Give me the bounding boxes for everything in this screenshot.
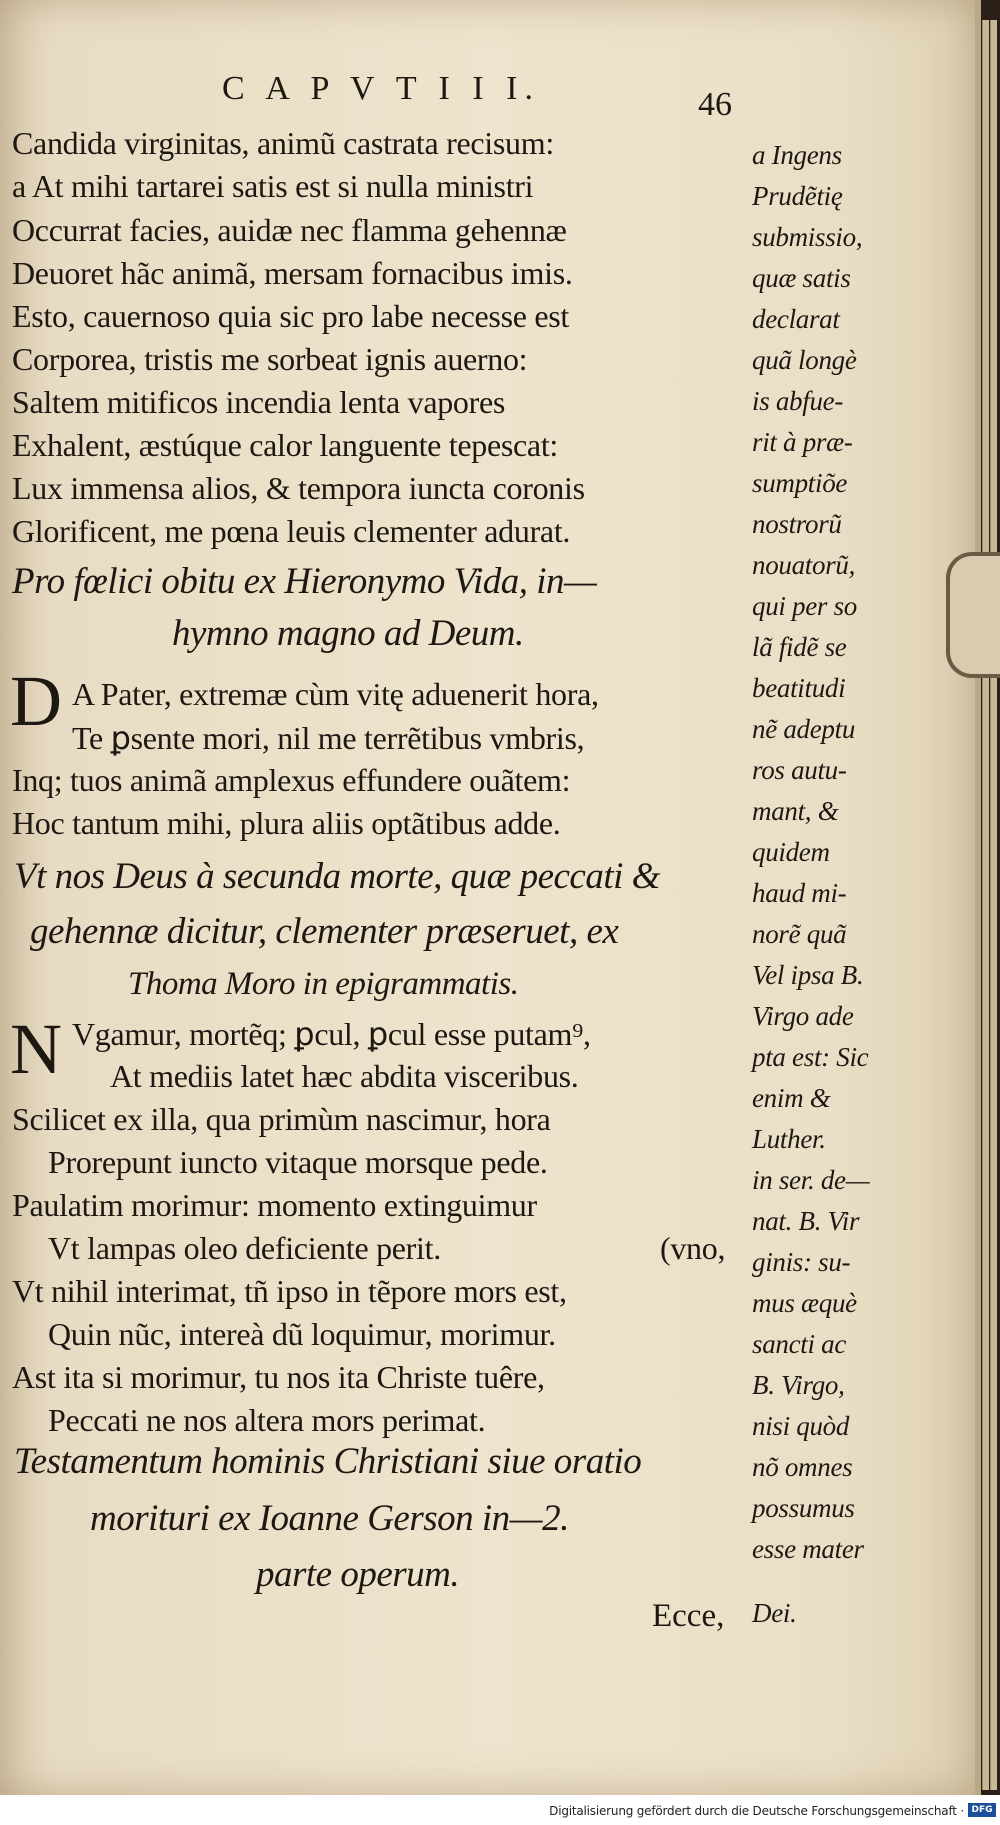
margin-note: Prudẽtię xyxy=(752,181,843,211)
margin-note: B. Virgo, xyxy=(752,1370,845,1400)
text-line: A Pater, extremæ cùm vitę aduenerit hora, xyxy=(72,676,599,712)
margin-note: a Ingens xyxy=(752,140,842,170)
text-line: (vno, xyxy=(660,1230,726,1266)
margin-note: nouatorũ, xyxy=(752,550,856,580)
margin-note: declarat xyxy=(752,304,840,334)
margin-note: in ser. de— xyxy=(752,1165,870,1195)
margin-note: qui per so xyxy=(752,591,858,621)
text-line: Occurrat facies, auidæ nec flamma gehennæ xyxy=(12,212,567,248)
text-line: Corporea, tristis me sorbeat ignis auerno: xyxy=(12,341,528,377)
text-line: Peccati ne nos altera mors perimat. xyxy=(48,1402,486,1438)
margin-note: rit à præ- xyxy=(752,427,853,457)
margin-note: nisi quòd xyxy=(752,1411,850,1441)
margin-note: Virgo ade xyxy=(752,1001,854,1031)
text-line: Hoc tantum mihi, plura aliis optãtibus adde. xyxy=(12,805,561,841)
margin-note: quã longè xyxy=(752,345,857,375)
text-line: Candida virginitas, animũ castrata recisum: xyxy=(12,125,554,161)
page-edge xyxy=(982,20,989,1790)
text-line: Scilicet ex illa, qua primùm nascimur, hora xyxy=(12,1101,551,1137)
margin-note: Vel ipsa B. xyxy=(752,960,864,990)
clasp-tab xyxy=(946,552,1000,678)
text-line: Inq; tuos animã amplexus effundere ouãtem: xyxy=(12,762,571,798)
section-heading: gehennæ dicitur, clementer præseruet, ex xyxy=(30,911,619,952)
margin-note: enim & xyxy=(752,1083,831,1113)
text-line: Esto, cauernoso quia sic pro labe necesse est xyxy=(12,298,569,334)
margin-note: submissio, xyxy=(752,222,863,252)
section-heading: Testamentum hominis Christiani siue oratio xyxy=(14,1441,642,1482)
section-heading: hymno magno ad Deum. xyxy=(172,613,524,654)
text-line: Vt lampas oleo deficiente perit. xyxy=(48,1230,441,1266)
drop-cap: N xyxy=(10,1009,62,1089)
section-heading: Vt nos Deus à secunda morte, quæ peccati & xyxy=(14,856,660,897)
section-heading: Thoma Moro in epigrammatis. xyxy=(128,966,519,1002)
section-heading: morituri ex Ioanne Gerson in—2. xyxy=(90,1498,569,1539)
margin-note: pta est: Sic xyxy=(752,1042,869,1072)
margin-note: quæ satis xyxy=(752,263,851,293)
margin-note: nat. B. Vir xyxy=(752,1206,860,1236)
drop-cap: D xyxy=(10,661,62,741)
margin-note: beatitudi xyxy=(752,673,846,703)
margin-note: nostrorũ xyxy=(752,509,842,539)
text-line: Ast ita si morimur, tu nos ita Christe tuêre, xyxy=(12,1359,545,1395)
margin-note: sancti ac xyxy=(752,1329,847,1359)
text-line: At mediis latet hæc abdita visceribus. xyxy=(110,1058,579,1094)
margin-note: possumus xyxy=(752,1493,855,1523)
text-line: Saltem mitificos incendia lenta vapores xyxy=(12,384,506,420)
text-line: Te ꝑsente mori, nil me terrẽtibus vmbris, xyxy=(72,720,585,756)
margin-note: norẽ quã xyxy=(752,919,847,949)
text-line: Glorificent, me pœna leuis clementer adurat. xyxy=(12,513,571,549)
text-line: Deuoret hãc animã, mersam fornacibus imis. xyxy=(12,255,573,291)
margin-note: ginis: su- xyxy=(752,1247,851,1277)
dfg-logo: DFG xyxy=(968,1803,996,1817)
text-line: Vgamur, mortẽq; ꝑcul, ꝑcul esse putam⁹, xyxy=(72,1016,591,1052)
margin-note: quidem xyxy=(752,837,830,867)
margin-note: ros autu- xyxy=(752,755,847,785)
margin-note: is abfue- xyxy=(752,386,844,416)
text-line: Paulatim morimur: momento extinguimur xyxy=(12,1187,537,1223)
text-line: Prorepunt iuncto vitaque morsque pede. xyxy=(48,1144,548,1180)
margin-note: sumptiõe xyxy=(752,468,848,498)
margin-note: nẽ adeptu xyxy=(752,714,856,744)
margin-note: lã fidẽ se xyxy=(752,632,847,662)
funding-credit: Digitalisierung gefördert durch die Deutsche Forschungsgemeinschaft · xyxy=(549,1804,964,1818)
margin-note: Luther. xyxy=(752,1124,826,1154)
text-line: Vt nihil interimat, tñ ipso in tẽpore mors est, xyxy=(12,1273,567,1309)
text-line: Lux immensa alios, & tempora iuncta coronis xyxy=(12,470,585,506)
margin-note: mant, & xyxy=(752,796,839,826)
section-heading: Pro fœlici obitu ex Hieronymo Vida, in— xyxy=(12,561,597,602)
text-line: a At mihi tartarei satis est si nulla ministri xyxy=(12,168,534,204)
margin-note: Dei. xyxy=(752,1598,797,1628)
section-heading: parte operum. xyxy=(256,1554,460,1595)
text-line: Quin nũc, intereà dũ loquimur, morimur. xyxy=(48,1316,556,1352)
text-line: Exhalent, æstúque calor languente tepescat: xyxy=(12,427,559,463)
margin-note: haud mi- xyxy=(752,878,847,908)
catchword: Ecce, xyxy=(652,1598,725,1634)
margin-note: nõ omnes xyxy=(752,1452,853,1482)
page-edge xyxy=(990,20,997,1790)
margin-note: mus æquè xyxy=(752,1288,857,1318)
running-header: C A P V T I I I. xyxy=(222,70,540,107)
margin-note: esse mater xyxy=(752,1534,864,1564)
page-number: 46 xyxy=(698,86,732,123)
